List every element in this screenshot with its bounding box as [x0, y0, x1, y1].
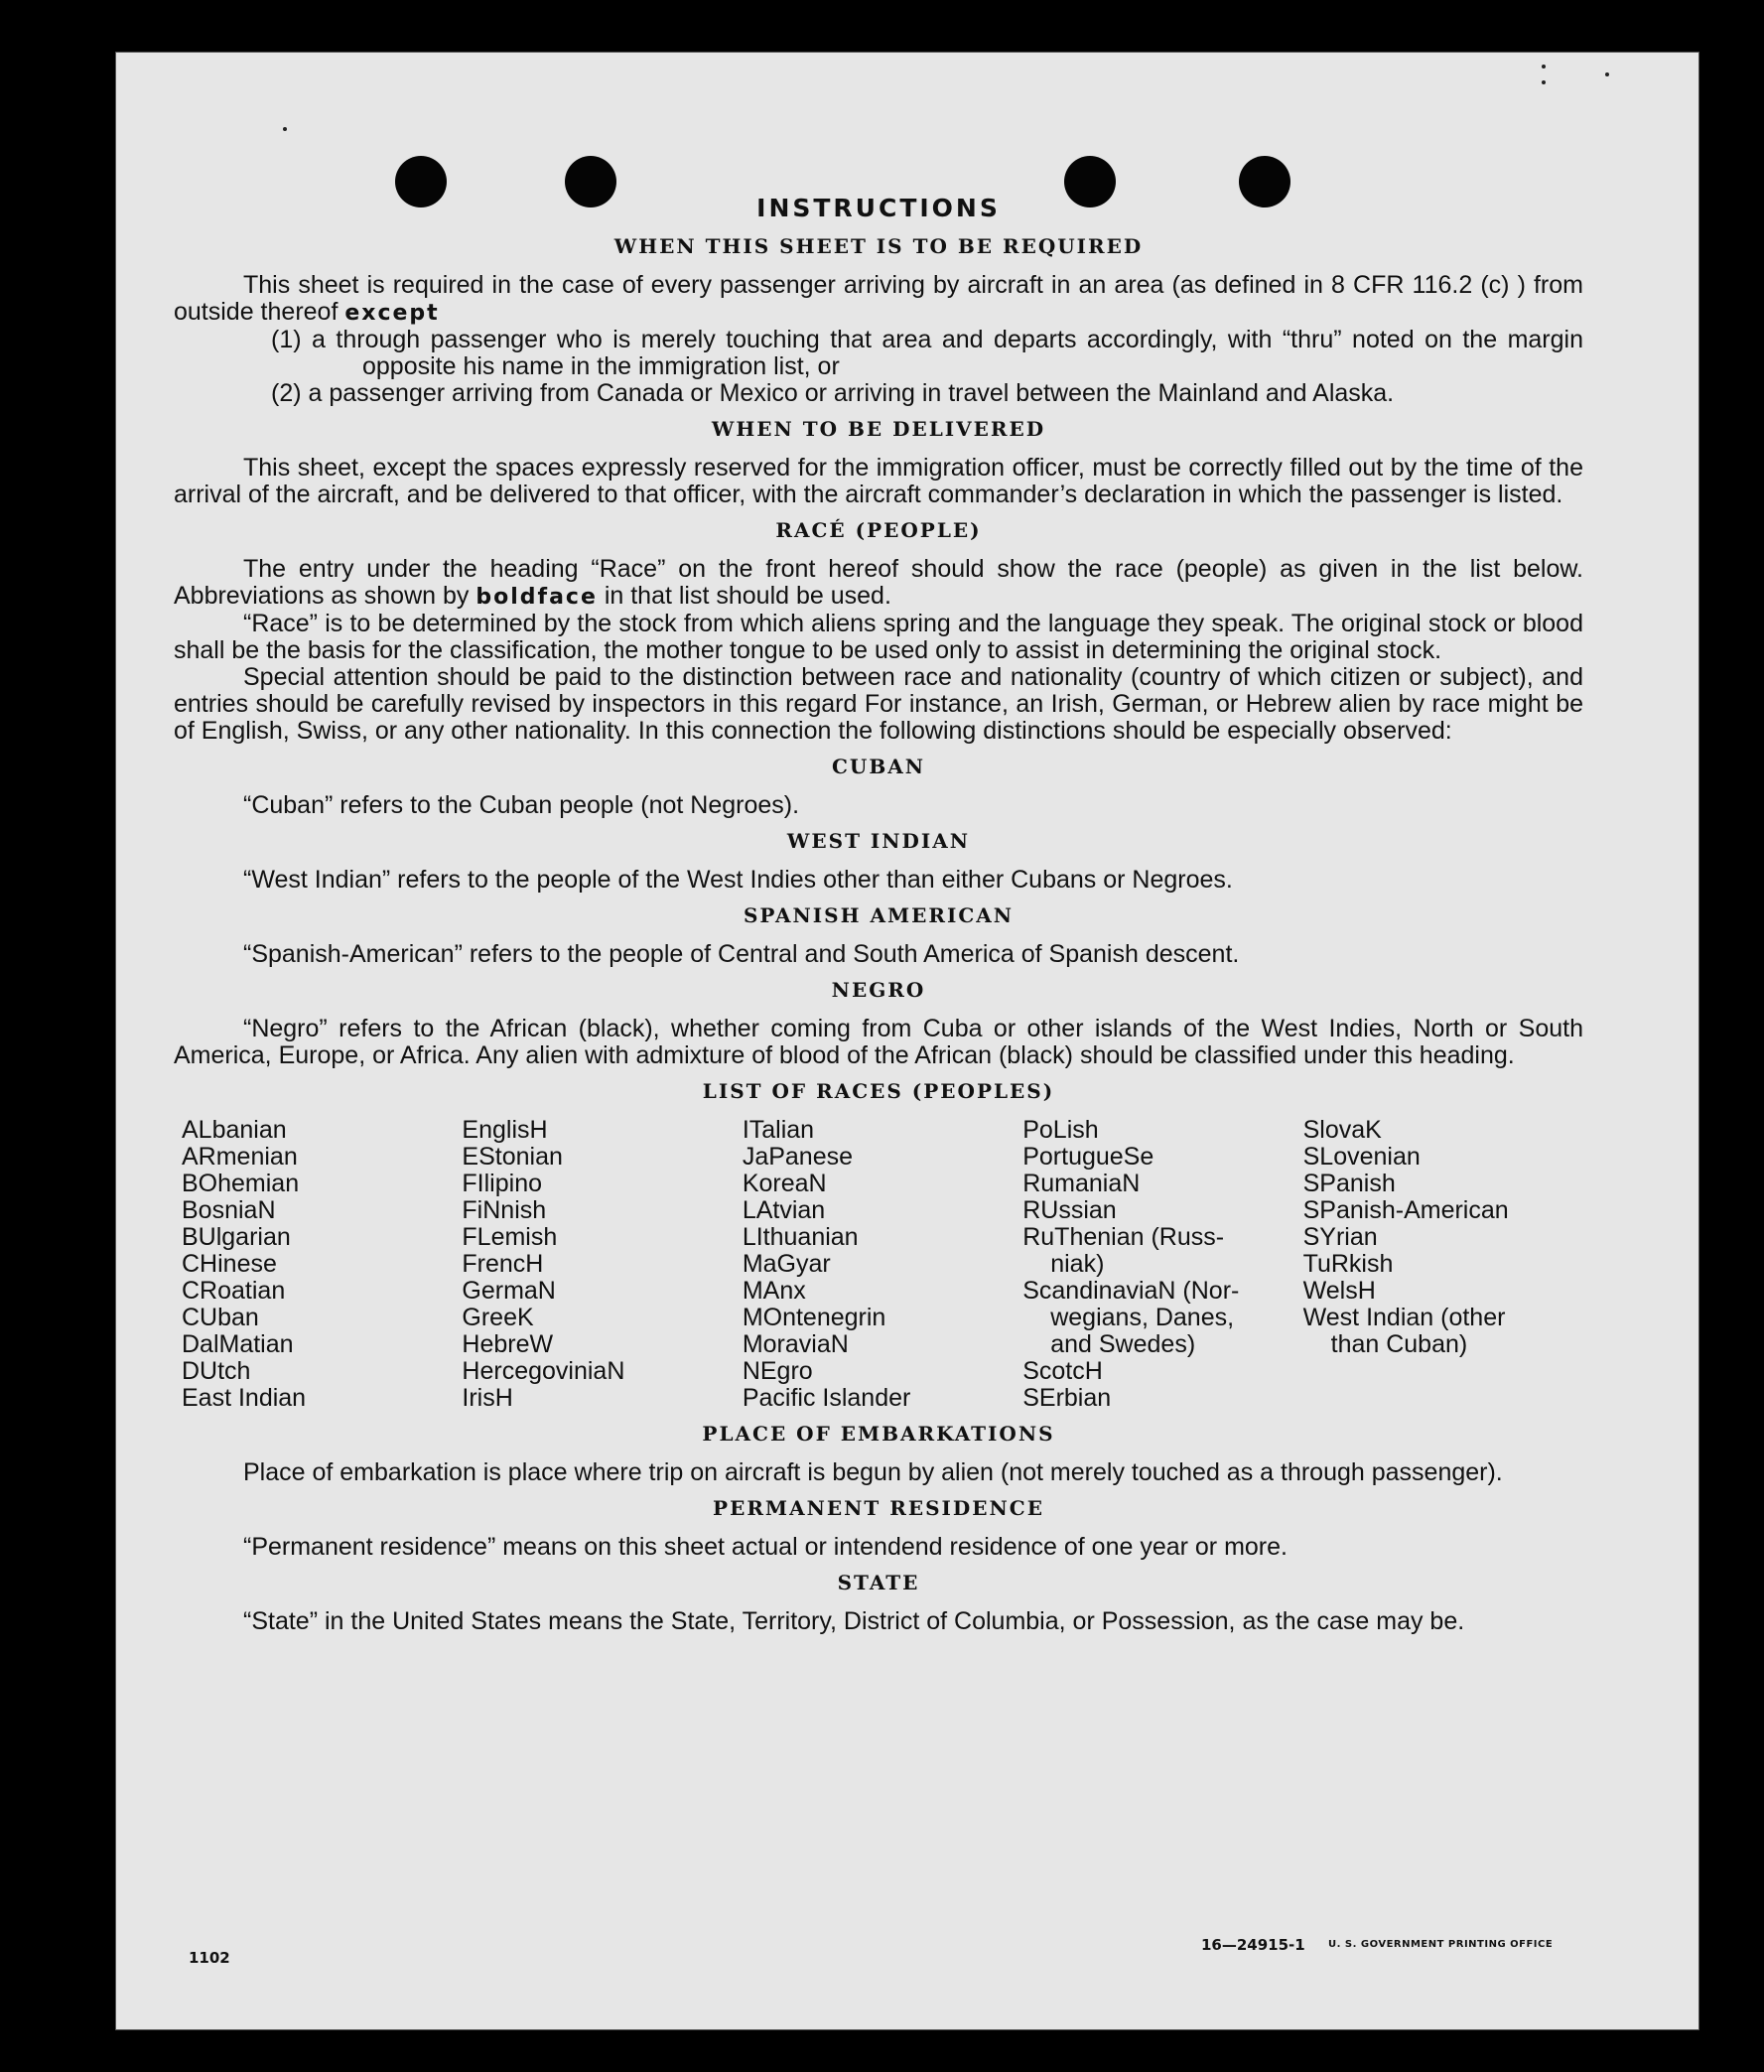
race-entry: Pacific Islander	[742, 1384, 911, 1412]
race-entry: SlovaK	[1302, 1116, 1382, 1144]
paragraph: “Race” is to be determined by the stock from which aliens spring and the language they speak. The original stock or blood shall be the basis for the classification, the mother tongue to be used only to assist in determining the original stock.	[174, 610, 1583, 664]
form-number: 1102	[189, 1949, 230, 1967]
race-entry: West Indian (other	[1302, 1304, 1506, 1331]
race-entry: DalMatian	[182, 1330, 294, 1358]
race-entry: TuRkish	[1302, 1250, 1394, 1278]
bold-word: boldface	[475, 585, 598, 610]
race-entry: PoLish	[1022, 1116, 1099, 1144]
paragraph: “State” in the United States means the State, Territory, District of Columbia, or Possession, as the case may be.	[243, 1607, 1465, 1635]
race-entry: FIlipino	[462, 1170, 542, 1197]
race-entry: SLovenian	[1302, 1143, 1421, 1171]
race-entry: WelsH	[1302, 1277, 1376, 1305]
race-entry: SPanish-American	[1302, 1196, 1509, 1224]
paragraph: “Cuban” refers to the Cuban people (not Negroes).	[243, 791, 800, 819]
printer-imprint: U. S. GOVERNMENT PRINTING OFFICE	[1328, 1939, 1554, 1950]
paragraph: “Negro” refers to the African (black), whether coming from Cuba or other islands of the West Indies, North or South America, Europe, or Africa. Any alien with admixture of blood of the African (black) should be classified under this heading.	[174, 1015, 1583, 1069]
race-entry: GreeK	[462, 1304, 534, 1331]
paragraph: The entry under the heading “Race” on the front hereof should show the race (people) as given in the list below. Abbreviations as shown by boldface in that list should be used.	[174, 555, 1583, 610]
race-entry: RUssian	[1022, 1196, 1117, 1224]
race-entry: NEgro	[742, 1357, 813, 1385]
section-heading: WHEN TO BE DELIVERED	[711, 417, 1046, 441]
paragraph: Special attention should be paid to the distinction between race and nationality (country of which citizen or subject), and entries should be carefully revised by inspectors in this regard For instance, an Irish, German, or Hebrew alien by race might be of English, Swiss, or any other nationality. In this connection the following distinctions should be especially observed:	[174, 663, 1583, 745]
race-entry: BOhemian	[182, 1170, 300, 1197]
print-number: 16—24915-1	[1201, 1936, 1305, 1954]
race-entry-continued: niak)	[1050, 1250, 1105, 1278]
race-entry: JaPanese	[742, 1143, 854, 1171]
race-entry: SYrian	[1302, 1223, 1378, 1251]
race-entry: LIthuanian	[742, 1223, 859, 1251]
paragraph: “West Indian” refers to the people of the West Indies other than either Cubans or Negroes.	[243, 866, 1233, 894]
race-entry: ScandinaviaN (Nor-	[1022, 1277, 1240, 1305]
paragraph: “Permanent residence” means on this sheet actual or intendend residence of one year or more.	[243, 1533, 1288, 1561]
race-entry: BUlgarian	[182, 1223, 291, 1251]
instructions-body	[174, 194, 1583, 1635]
race-entry: SPanish	[1302, 1170, 1396, 1197]
race-entry: CRoatian	[182, 1277, 286, 1305]
race-entry: RumaniaN	[1022, 1170, 1141, 1197]
race-column	[182, 1117, 462, 1412]
race-entry: RuThenian (Russ-	[1022, 1223, 1225, 1251]
race-entry: MOntenegrin	[742, 1304, 886, 1331]
race-entry: EnglisH	[462, 1116, 548, 1144]
paragraph: This sheet, except the spaces expressly reserved for the immigration officer, must be correctly filled out by the time of the arrival of the aircraft, and be delivered to that officer, with the aircraft commander’s declaration in which the passenger is listed.	[174, 454, 1583, 508]
list-item: (2) a passenger arriving from Canada or Mexico or arriving in travel between the Mainland and Alaska.	[271, 379, 1395, 407]
race-entry: KoreaN	[742, 1170, 827, 1197]
race-entry: MAnx	[742, 1277, 806, 1305]
race-entry: FLemish	[462, 1223, 558, 1251]
race-entry: ALbanian	[182, 1116, 287, 1144]
list-item: (1) a through passenger who is merely touching that area and departs accordingly, with “thru” noted on the margin opposite his name in the immigration list, or	[271, 326, 1583, 380]
race-entry: HercegoviniaN	[462, 1357, 625, 1385]
section-heading: WEST INDIAN	[786, 829, 971, 853]
section-heading: CUBAN	[831, 755, 926, 778]
race-list	[182, 1117, 1583, 1412]
section-heading: STATE	[837, 1571, 920, 1594]
section-heading: NEGRO	[831, 978, 926, 1002]
race-entry: EStonian	[462, 1143, 563, 1171]
race-entry: HebreW	[462, 1330, 554, 1358]
bold-word: except	[344, 301, 440, 326]
paragraph: Place of embarkation is place where trip on aircraft is begun by alien (not merely touched as a through passenger).	[243, 1458, 1503, 1486]
race-column	[462, 1117, 742, 1412]
race-entry: PortugueSe	[1022, 1143, 1154, 1171]
race-entry: GermaN	[462, 1277, 556, 1305]
speck	[1605, 72, 1609, 76]
race-entry: DUtch	[182, 1357, 251, 1385]
race-column	[743, 1117, 1022, 1412]
race-entry: East Indian	[182, 1384, 307, 1412]
race-entry-continued: and Swedes)	[1050, 1330, 1196, 1358]
race-entry: LAtvian	[742, 1196, 826, 1224]
race-column	[1303, 1117, 1583, 1412]
race-entry: CHinese	[182, 1250, 277, 1278]
race-entry: CUban	[182, 1304, 259, 1331]
section-heading: PERMANENT RESIDENCE	[713, 1496, 1044, 1520]
race-entry: MoraviaN	[742, 1330, 849, 1358]
race-column	[1022, 1117, 1302, 1412]
race-entry: MaGyar	[742, 1250, 831, 1278]
speck	[1542, 80, 1546, 84]
section-heading: LIST OF RACES (PEOPLES)	[702, 1079, 1055, 1103]
speck	[1542, 65, 1546, 69]
race-entry: FiNnish	[462, 1196, 547, 1224]
race-entry: FrencH	[462, 1250, 544, 1278]
race-entry: ITalian	[742, 1116, 815, 1144]
paragraph: This sheet is required in the case of every passenger arriving by aircraft in an area (as defined in 8 CFR 116.2 (c) ) from outside thereof except	[174, 271, 1583, 326]
race-entry: ScotcH	[1022, 1357, 1103, 1385]
race-entry: BosniaN	[182, 1196, 276, 1224]
section-heading: SPANISH AMERICAN	[743, 903, 1015, 927]
section-heading: WHEN THIS SHEET IS TO BE REQUIRED	[613, 234, 1144, 258]
race-entry: SErbian	[1022, 1384, 1112, 1412]
section-heading: PLACE OF EMBARKATIONS	[702, 1422, 1055, 1446]
race-entry: IrisH	[462, 1384, 513, 1412]
race-entry-continued: than Cuban)	[1330, 1330, 1468, 1358]
speck	[283, 127, 287, 131]
race-entry-continued: wegians, Danes,	[1050, 1304, 1235, 1331]
section-heading: RACÉ (PEOPLE)	[775, 518, 982, 542]
page-title: INSTRUCTIONS	[756, 194, 1001, 222]
paragraph: “Spanish-American” refers to the people of Central and South America of Spanish descent.	[243, 940, 1240, 968]
race-entry: ARmenian	[182, 1143, 298, 1171]
